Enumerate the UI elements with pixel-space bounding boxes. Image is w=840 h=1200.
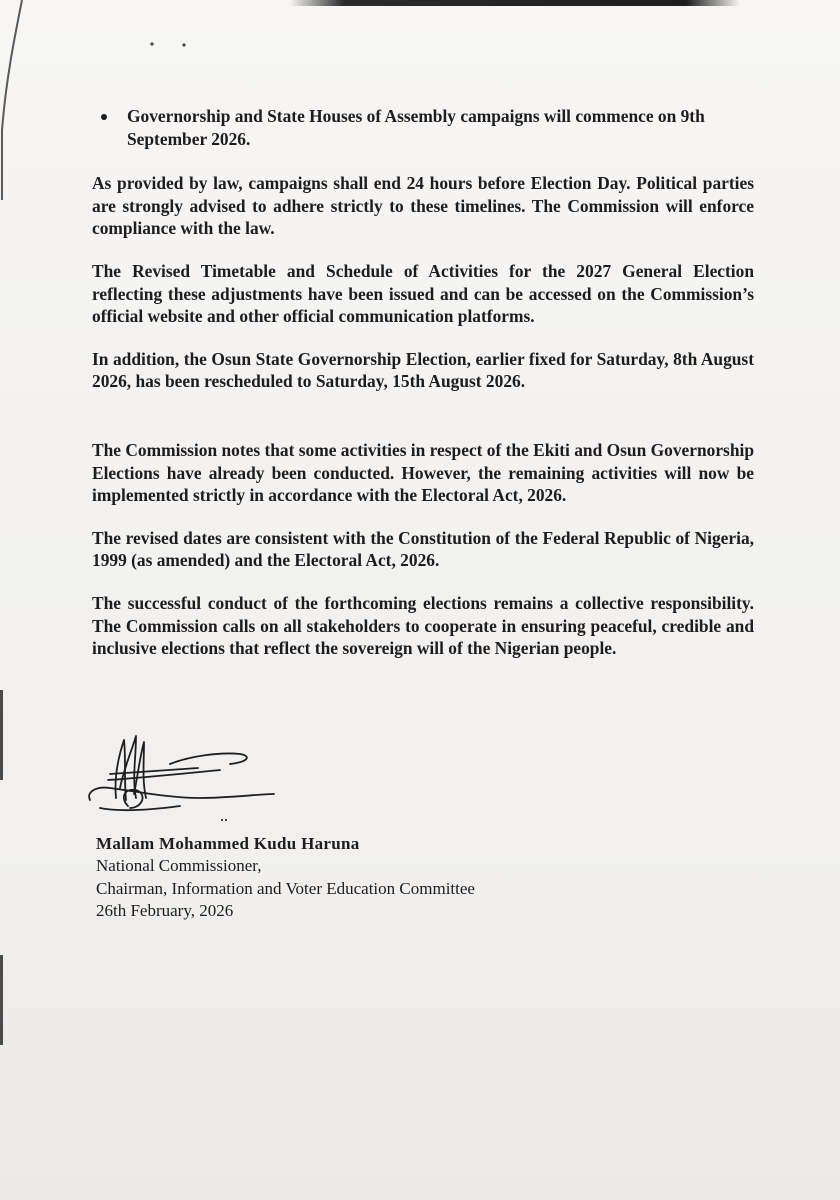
signatory-title: National Commissioner,	[96, 856, 262, 876]
page-fold-edge	[0, 0, 40, 200]
signatory-role: Chairman, Information and Voter Education Committee	[96, 878, 475, 898]
paragraph-constitution: The revised dates are consistent with the Constitution of the Federal Republic of Nigeria, 1999 (as amended) and the Electoral Act, 2026.	[92, 527, 754, 571]
ink-specks	[148, 38, 198, 52]
bullet-icon	[101, 114, 107, 120]
paragraph-campaign-end: As provided by law, campaigns shall end 24 hours before Election Day. Political parties are strongly advised to adhere strictly to these timelines. The Commission will enforce compliance with the law.	[92, 173, 754, 239]
page-top-edge	[290, 0, 740, 6]
letter-body	[92, 105, 754, 660]
signatory-name: Mallam Mohammed Kudu Haruna	[96, 834, 360, 853]
bullet-text: Governorship and State Houses of Assembly campaigns will commence on 9th September 2026.	[127, 106, 705, 149]
page-left-edge	[0, 690, 3, 780]
signatory-block	[96, 833, 475, 923]
paragraph-collective-responsibility: The successful conduct of the forthcoming elections remains a collective responsibility. The Commission calls on all stakeholders to cooperate in ensuring peaceful, credible and inclusive elections that reflect the sovereign will of the Nigerian people.	[92, 592, 754, 659]
bullet-item	[101, 105, 754, 150]
paragraph-revised-timetable: The Revised Timetable and Schedule of Activities for the 2027 General Election reflecting these adjustments have been issued and can be accessed on the Commission’s official website and other official communication platforms.	[92, 260, 754, 327]
paragraph-osun-election: In addition, the Osun State Governorship Election, earlier fixed for Saturday, 8th August 2026, has been rescheduled to Saturday, 15th August 2026.	[92, 348, 754, 392]
signatory-date: 26th February, 2026	[96, 901, 234, 921]
handwritten-signature	[80, 728, 280, 828]
paragraph-ekiti-osun-activities: The Commission notes that some activities in respect of the Ekiti and Osun Governorship Elections have already been conducted. However, the remaining activities will now be implemented strictly in accordance with the Electoral Act, 2026.	[92, 439, 754, 506]
page-left-edge	[0, 955, 3, 1045]
